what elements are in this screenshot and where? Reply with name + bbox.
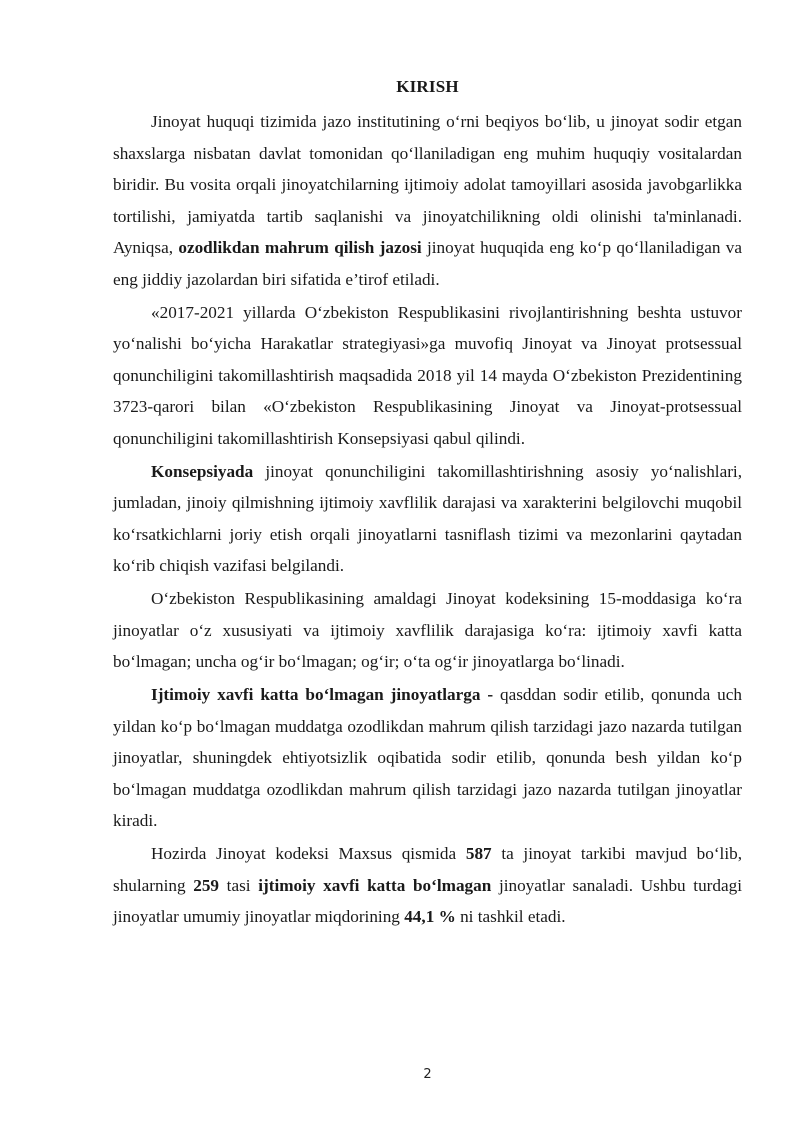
page-number: 2	[423, 1067, 432, 1082]
minor-crimes-percent: 44,1 %	[404, 907, 456, 927]
paragraph-6-text-4: jinoyatlar sanaladi. Ushbu turdagi jinoyatlar umumiy jinoyatlar miqdorining	[113, 875, 742, 927]
paragraph-6-text-5: ni tashkil etadi.	[455, 907, 566, 927]
paragraph-1-text: Jinoyat huquqi tizimida jazo institutining o‘rni beqiyos bo‘lib, u jinoyat sodir etgan shaxslarga nisbatan davlat tomonidan qo‘llaniladigan eng muhim huquqiy vositalardan biridir. Bu vosita orqali jinoyatchilarning ijtimoiy adolat tamoyillari asosida javobgarlikka tortilishi, jamiyatda tartib saqlanishi va jinoyatchilikning oldi olinishi ta'minlanadi. Ayniqsa,	[113, 112, 742, 257]
section-title: KIRISH	[396, 77, 459, 96]
document-body	[113, 106, 742, 935]
paragraph-1	[113, 106, 742, 295]
minor-crimes-count: 259	[193, 875, 220, 895]
paragraph-3-emphasis: Konsepsiyada	[151, 461, 254, 481]
paragraph-4	[113, 583, 742, 678]
paragraph-4-text: O‘zbekiston Respublikasining amaldagi Jinoyat kodeksining 15-moddasiga ko‘ra jinoyatlar o‘z xususiyati va ijtimoiy xavflilik darajasiga ko‘ra: ijtimoiy xavfi katta bo‘lmagan; uncha og‘ir bo‘lmagan; og‘ir; o‘ta og‘ir jinoyatlarga bo‘linadi.	[113, 589, 742, 672]
paragraph-1-emphasis: ozodlikdan mahrum qilish jazosi	[178, 238, 422, 257]
paragraph-5-emphasis: Ijtimoiy xavfi katta bo‘lmagan jinoyatlarga -	[151, 685, 494, 705]
document-page	[113, 0, 742, 1131]
paragraph-5	[113, 679, 742, 837]
paragraph-3	[113, 456, 742, 582]
paragraph-6-text-3: tasi	[219, 875, 259, 895]
paragraph-5-text: qasddan sodir etilib, qonunda uch yildan ko‘p bo‘lmagan muddatga ozodlikdan mahrum qilish tarzidagi jazo nazarda tutilgan jinoyatlar, shuningdek ehtiyotsizlik oqibatida sodir etilib, qonunda besh yildan ko‘p bo‘lmagan muddatga ozodlikdan mahrum qilish tarzidagi jazo nazarda tutilgan jinoyatlar kiradi.	[113, 685, 742, 831]
paragraph-6-text-2: ta jinoyat tarkibi mavjud bo‘lib, shularning	[113, 844, 742, 895]
paragraph-6	[113, 838, 742, 933]
paragraph-1-text-end: jinoyat huquqida eng ko‘p qo‘llaniladigan va eng jiddiy jazolardan biri sifatida e’tirof etiladi.	[113, 238, 742, 289]
paragraph-2-text: «2017-2021 yillarda O‘zbekiston Respublikasini rivojlantirishning beshta ustuvor yo‘nalishi bo‘yicha Harakatlar strategiyasi»ga muvofiq Jinoyat va Jinoyat protsessual qonunchiligini takomillashtirish maqsadida 2018 yil 14 mayda O‘zbekiston Prezidentining 3723-qarori bilan «O‘zbekiston Respublikasining Jinoyat va Jinoyat-protsessual qonunchiligini takomillashtirish Konsepsiyasi qabul qilindi.	[113, 302, 742, 448]
paragraph-6-text-1: Hozirda Jinoyat kodeksi Maxsus qismida	[151, 844, 466, 864]
paragraph-2	[113, 297, 742, 455]
paragraph-6-emphasis: ijtimoiy xavfi katta bo‘lmagan	[258, 875, 492, 895]
paragraph-3-text: jinoyat qonunchiligini takomillashtirishning asosiy yo‘nalishlari, jumladan, jinoiy qilmishning ijtimoiy xavflilik darajasi va xarakterini belgilovchi muqobil ko‘rsatkichlarni joriy etish orqali jinoyatlarni tasniflash tizimi va mezonlarini qaytadan ko‘rib chiqish vazifasi belgilandi.	[113, 461, 742, 576]
total-crimes-count: 587	[465, 844, 492, 864]
